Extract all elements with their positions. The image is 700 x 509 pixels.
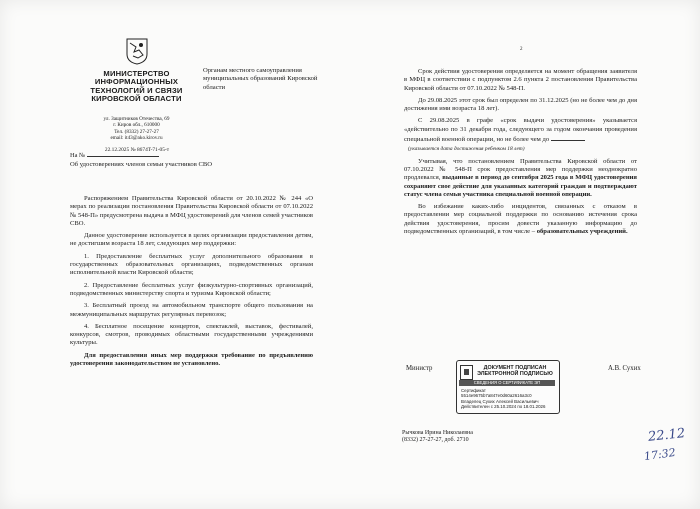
reference-line — [70, 150, 190, 159]
reference-label: На № — [70, 152, 86, 159]
stamp-certificate: Сертификат 5514e9675b7a847e0d60a2616a3c0 — [461, 388, 532, 399]
paragraph-text-bold: выданные в период до сентября 2025 года в МФЦ удостоверения сохраняют свое действие для указанных категорий граждан и подтверждают статус члена семьи участника специальной военной операции. — [404, 174, 638, 198]
left-column — [70, 195, 313, 372]
paragraph — [404, 203, 637, 236]
stamp-heading: ДОКУМЕНТ ПОДПИСАН ЭЛЕКТРОННОЙ ПОДПИСЬЮ — [477, 365, 553, 378]
handwritten-note: 22.12 — [647, 426, 686, 445]
list-item: 3. Бесплатный проезд на автомобильном транспорте общего пользования на межмуниципальных маршрутах регулярных перевозок; — [70, 302, 313, 318]
paragraph-bold: Для предоставления иных мер поддержки требование по предъявлению удостоверения законодательством не установлено. — [70, 351, 313, 368]
paragraph-note: (указывается дата достижения ребенком 18 лет) — [408, 146, 525, 153]
address-line: Тел. (8332) 27-27-27 — [114, 128, 159, 135]
paragraph: До 29.08.2025 этот срок был определен по 31.12.2025 (но не более чем до дня достижения ими возраста 18 лет). — [404, 96, 637, 113]
list-item: 1. Предоставление бесплатных услуг дополнительного образования в государственных образовательных организациях, подведомственных органам исполнительной власти Кировской области; — [70, 252, 313, 277]
electronic-signature-stamp — [456, 360, 560, 414]
address-line: г. Киров обл., 610000 — [113, 122, 160, 129]
page-number: 2 — [520, 47, 523, 52]
signatory-name: А.В. Сухих — [608, 365, 641, 372]
stamp-band: СВЕДЕНИЯ О СЕРТИФИКАТЕ ЭП — [459, 380, 555, 386]
reference-blank — [87, 150, 159, 157]
ministry-address — [84, 116, 189, 142]
paragraph — [404, 158, 637, 199]
date-blank — [551, 134, 585, 141]
stamp-validity: Действителен с 25.10.2024 по 18.01.2026 — [461, 404, 546, 410]
address-line: email: it43@ako.kirov.ru — [110, 135, 163, 142]
paragraph: Распоряжением Правительства Кировской области от 20.10.2022 № 244 «О мерах по реализации постановления Правительства Кировской области от 07.10.2022 № 548-П» предусмотрена выдача в МФЦ удостоверений для членов семей участников СВО. — [70, 195, 313, 227]
subject-line: Об удостоверениях членов семьи участников СВО — [70, 161, 213, 168]
list-item: 4. Бесплатное посещение концертов, спектаклей, выставок, фестивалей, конкурсов, смотров, проводимых областными государственными учреждениями культуры. — [70, 322, 313, 347]
executor-block — [402, 430, 473, 445]
paragraph-text: Учитывая, что постановлением Правительства Кировской области от 07.10.2022 № 548-П срок предоставления мер поддержки неоднократно продлевался, — [404, 157, 637, 182]
paragraph: Срок действия удостоверения определяется на момент обращения заявителя в МФЦ в соответствии с подпунктом 2.6 пункта 2 постановления Правительства Кировской области от 07.10.2022 № 548-П. — [404, 68, 637, 92]
recipient-block: Органам местного самоуправления муниципальных образований Кировской области — [203, 67, 318, 91]
paragraph-text: С 29.08.2025 в графе «срок выдачи удостоверения» указывается «действительно по 31 декабря года, следующего за годом окончания проведения специальной военной операции, но не более чем до — [404, 117, 637, 144]
handwritten-note: 17:32 — [643, 445, 677, 464]
document-date-number: 22.12.2025 № 8674T-71-05-т — [104, 147, 170, 153]
stamp-owner: Владелец Сухих Алексей Васильевич — [461, 398, 539, 404]
paragraph: Данное удостоверение используется в целях организации предоставления детям, не достигшим возраста 18 лет, следующих мер поддержки: — [70, 232, 313, 248]
ministry-name: МИНИСТЕРСТВО ИНФОРМАЦИОННЫХ ТЕХНОЛОГИЙ И СВЯЗИ КИРОВСКОЙ ОБЛАСТИ — [90, 69, 183, 104]
paragraph-text: Во избежание каких-либо инцидентов, связанных с отказом в предоставлении мер социальной поддержки по основанию истечения срока действия удостоверения, просим довести указанную информацию до подведомственных организаций, в том числе – — [404, 203, 637, 236]
list-item: 2. Предоставление бесплатных услуг физкультурно-спортивных организаций, подведомственных министерству спорта и туризма Кировской области; — [70, 281, 313, 297]
stamp-emblem-icon — [460, 365, 473, 380]
executor-name: Рычкова Ирина Николаевна — [402, 430, 473, 436]
paragraph — [404, 117, 637, 144]
paragraph-text-bold: образовательных учреждений. — [536, 228, 628, 236]
right-column — [404, 68, 637, 240]
coat-of-arms-icon — [126, 38, 148, 65]
address-line: ул. Защитников Отечества, 69 — [103, 116, 170, 122]
executor-phone: (8332) 27-27-27, доб. 2710 — [402, 437, 469, 444]
stamp-details — [461, 388, 555, 410]
signatory-title: Министр — [406, 365, 433, 372]
